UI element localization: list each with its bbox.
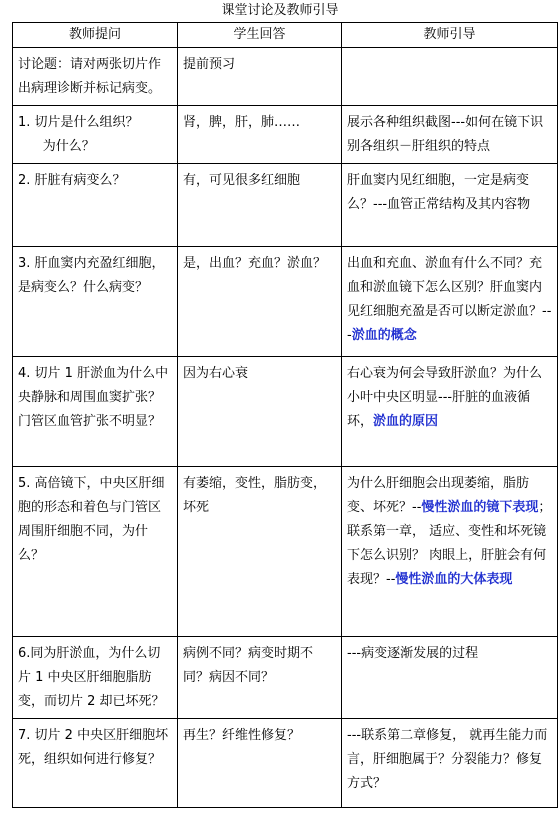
answer-cell: 有萎缩，变性，脂肪变，坏死 [178, 467, 342, 637]
highlighted-concept: 慢性淤血的大体表现 [395, 572, 513, 587]
header-row [13, 23, 558, 48]
guidance-text: ---病变逐渐发展的过程 [347, 646, 479, 661]
table-title: 课堂讨论及教师引导 [221, 3, 339, 18]
guidance-cell [342, 48, 558, 106]
header-teacher-question: 教师提问 [13, 23, 178, 48]
highlighted-concept: 淤血的原因 [373, 414, 439, 429]
guidance-cell [342, 164, 558, 247]
header-student-answer: 学生回答 [178, 23, 342, 48]
question-cell: 5. 高倍镜下，中央区肝细胞的形态和着色与门管区周围肝细胞不同，为什么？ [13, 467, 178, 637]
answer-cell: 再生？纤维性修复？ [178, 719, 342, 808]
answer-cell: 因为右心衰 [178, 357, 342, 467]
answer-cell: 病例不同？病变时期不同？病因不同？ [178, 637, 342, 719]
highlighted-concept: 淤血的概念 [351, 328, 417, 343]
table-row [13, 357, 558, 467]
table-row [13, 719, 558, 808]
question-cell: 2. 肝脏有病变么？ [13, 164, 178, 247]
guidance-cell [342, 357, 558, 467]
table-row [13, 247, 558, 357]
guidance-text: ；联系第一章， 适应、变性和坏死镜下怎么识别？ 肉眼上，肝脏会有何表现？-- [347, 500, 552, 587]
guidance-cell [342, 247, 558, 357]
guidance-text: 为什么肝细胞会出现萎缩，脂肪变、坏死？-- [347, 476, 530, 515]
answer-cell: 提前预习 [178, 48, 342, 106]
answer-cell: 是，出血？充血？淤血？ [178, 247, 342, 357]
table-body [13, 23, 558, 808]
question-cell: 3. 肝血窦内充盈红细胞，是病变么？什么病变？ [13, 247, 178, 357]
highlighted-concept: 慢性淤血的镜下表现 [421, 500, 539, 515]
discussion-table [12, 22, 558, 808]
table-row [13, 637, 558, 719]
table-row [13, 164, 558, 247]
guidance-text: 展示各种组织截图---如何在镜下识别各组织－肝组织的特点 [347, 115, 544, 154]
table-row [13, 48, 558, 106]
question-cell: 1. 切片是什么组织？ 为什么？ [13, 106, 178, 164]
question-cell: 讨论题：请对两张切片作出病理诊断并标记病变。 [13, 48, 178, 106]
guidance-cell [342, 637, 558, 719]
guidance-cell [342, 106, 558, 164]
guidance-text: ---联系第二章修复， 就再生能力而言，肝细胞属于？分裂能力？修复方式？ [347, 728, 548, 791]
question-cell: 6.同为肝淤血，为什么切片 1 中央区肝细胞脂肪变，而切片 2 却已坏死？ [13, 637, 178, 719]
guidance-cell [342, 719, 558, 808]
guidance-text: 肝血窦内见红细胞，一定是病变么？---血管正常结构及其内容物 [347, 173, 531, 212]
answer-cell: 有，可见很多红细胞 [178, 164, 342, 247]
table-row [13, 106, 558, 164]
guidance-cell [342, 467, 558, 637]
answer-cell: 肾，脾，肝，肺…… [178, 106, 342, 164]
table-row [13, 467, 558, 637]
question-cell: 7. 切片 2 中央区肝细胞坏死，组织如何进行修复？ [13, 719, 178, 808]
header-teacher-guidance: 教师引导 [342, 23, 558, 48]
guidance-text: 右心衰为何会导致肝淤血？为什么小叶中央区明显---肝脏的血液循环， [347, 366, 543, 429]
question-cell: 4. 切片 1 肝淤血为什么中央静脉和周围血窦扩张？门管区血管扩张不明显？ [13, 357, 178, 467]
guidance-text: 出血和充血、淤血有什么不同？充血和淤血镜下怎么区别？肝血窦内见红细胞充盈是否可以断定淤血？--- [347, 256, 552, 343]
